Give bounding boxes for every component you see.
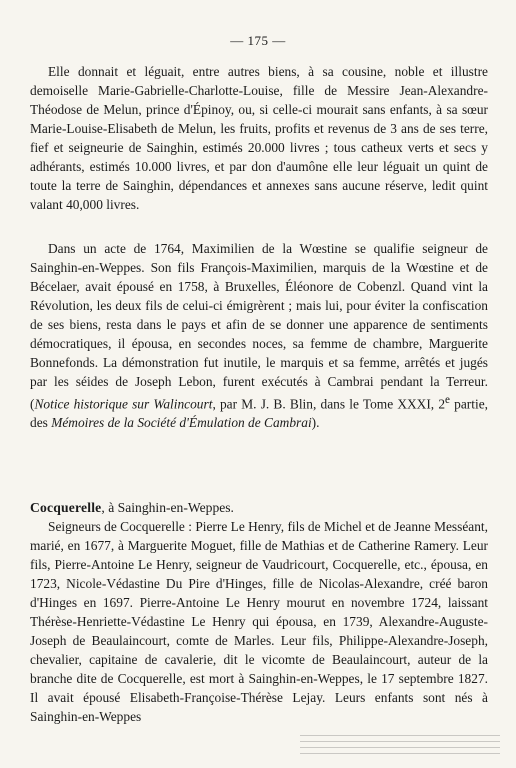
- section-heading-rest: , à Sainghin-en-Weppes.: [101, 500, 234, 515]
- section-cocquerelle: [30, 498, 488, 726]
- bleed-through-marks: [300, 730, 500, 764]
- paragraph-text: Seigneurs de Cocquerelle : Pierre Le Henry, fils de Michel et de Jeanne Messéant, marié, en 1677, à Marguerite Moguet, fille de Mathias et de Catherine Ramery. Leur fils, Pierre-Antoine Le Henry, seigneur de Vaudricourt, Cocquerelle, etc., épousa, en 1723, Nicole-Védastine Du Pire d'Hinges, fille de Nicolas-Alexandre, créé baron d'Hinges en 1697. Pierre-Antoine Le Henry mourut en novembre 1724, laissant Thérèse-Henriette-Védastine Le Henry qui épousa, en 1739, Alexandre-Auguste-Joseph de Beaulaincourt, comte de Marles. Leur fils, Philippe-Alexandre-Joseph, chevalier, capitaine de cavalerie, dit le vicomte de Beaulaincourt, auteur de la branche dite de Cocquerelle, est mort à Sainghin-en-Weppes, le 17 septembre 1827. Il avait épousé Elisabeth-Françoise-Thérèse Lejay. Leurs enfants sont nés à Sainghin-en-Weppes: [30, 519, 488, 724]
- reference-details-2: partie, des: [30, 396, 488, 431]
- paragraph-woestine: [30, 239, 488, 432]
- paragraph-text: [30, 239, 488, 432]
- superscript: e: [445, 394, 450, 406]
- section-heading: [30, 498, 488, 517]
- section-heading-bold: Cocquerelle: [30, 500, 102, 515]
- reference-journal: Mémoires de la Société d'Émulation de Cambrai: [51, 415, 312, 431]
- paragraph-body: Dans un acte de 1764, Maximilien de la Wœstine se qualifie seigneur de Sainghin-en-Weppes. Son fils François-Maximilien, marquis de la Wœstine et de Bécelaer, avait épousé en 1758, à Bruxelles, Éléonore de Cobenzl. Quand vint la Révolution, les deux fils de celui-ci émigrèrent ; mais lui, pour éviter la confiscation de ses biens, resta dans le pays et afin de se donner une apparence de sentiments démocratiques, il épousa, en secondes noces, sa femme de chambre, Marguerite Bonnefonds. La démonstration fut inutile, le marquis et sa femme, arrêtés et jugés par les séides de Joseph Lebon, furent exécutés à Cambrai pendant la Terreur. (: [30, 241, 488, 412]
- reference-details: , par M. J. B. Blin, dans le Tome XXXI, 2: [212, 396, 446, 412]
- paragraph-bequest: [30, 62, 488, 214]
- paragraph-text: Elle donnait et léguait, entre autres biens, à sa cousine, noble et illustre demoiselle Marie-Gabrielle-Charlotte-Louise, fille de Messire Jean-Alexandre-Théodose de Melun, prince d'Épinoy, ou, si celle-ci mourait sans enfants, à sa sœur Marie-Louise-Elisabeth de Melun, les fruits, profits et revenus de 3 ans de ses terre, fief et seigneurie de Sainghin, estimés 20.000 livres ; tous catheux verts et secs y adhérants, estimés 10.000 livres, et par don d'aumône elle leur léguait un quint de toute la terre de Sainghin, dépendances et annexes sans aucune réserve, ledit quint valant 40,000 livres.: [30, 64, 488, 212]
- reference-close: ).: [311, 415, 320, 431]
- page-number: — 175 —: [230, 33, 286, 48]
- reference-title: Notice historique sur Walincourt: [34, 396, 213, 412]
